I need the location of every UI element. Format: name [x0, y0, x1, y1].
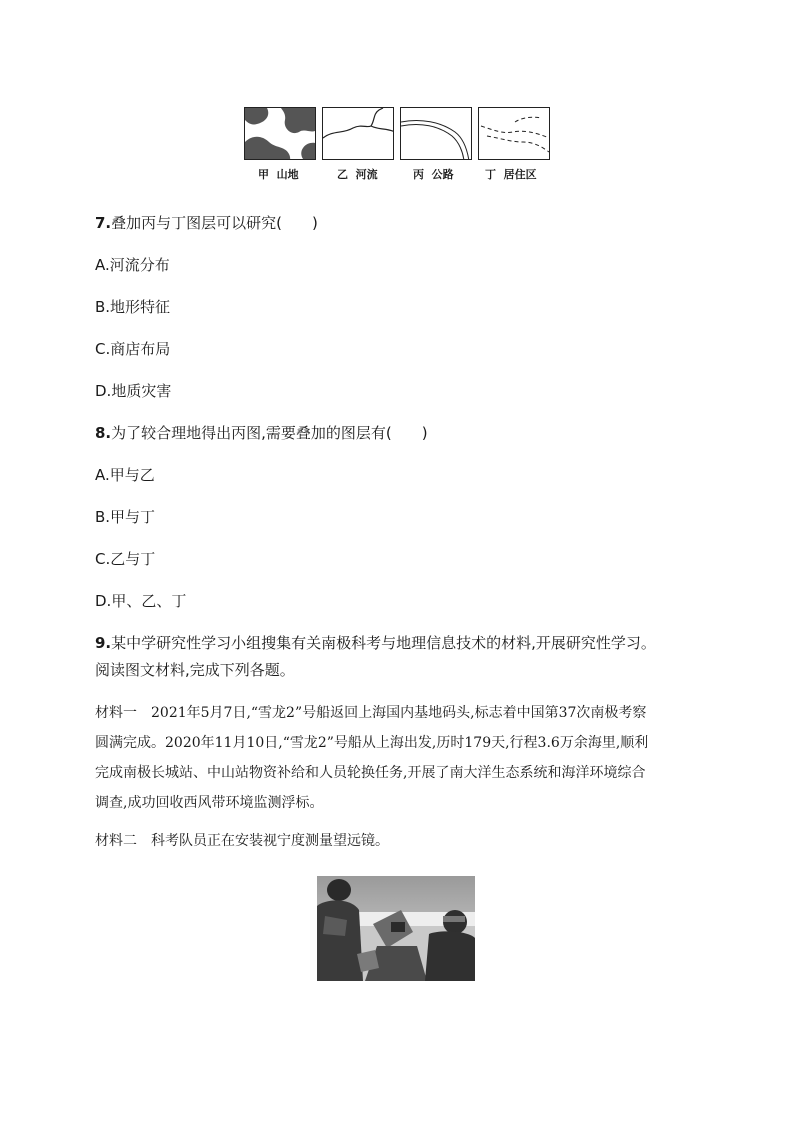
material-2-label: 材料二: [95, 833, 137, 849]
question-7-option-a: A.河流分布: [95, 256, 170, 274]
question-7: [95, 212, 318, 233]
road-layer-graphic: [401, 108, 472, 160]
material-1: [95, 698, 655, 818]
telescope-photo: [317, 876, 475, 981]
caption-jia: 甲 山地: [258, 168, 299, 181]
telescope-photo-graphic: [317, 876, 475, 981]
river-layer-graphic: [323, 108, 394, 160]
panel-ding-residential: [478, 107, 550, 160]
material-1-text: 2021年5月7日,“雪龙2”号船返回上海国内基地码头,标志着中国第37次南极考察圆满完成。2020年11月10日,“雪龙2”号船从上海出发,历时179天,行程3.6万余海里,顺利完成南极长城站、中山站物资补给和人员轮换任务,开展了南大洋生态系统和海洋环境综合调查,成功回收西风带环境监测浮标。: [95, 705, 649, 811]
panel-jia-mountains: [244, 107, 316, 160]
question-9-line-2: 阅读图文材料,完成下列各题。: [95, 661, 295, 679]
question-9-line-1: 某中学研究性学习小组搜集有关南极科考与地理信息技术的材料,开展研究性学习。: [111, 634, 656, 652]
question-8-option-b: B.甲与丁: [95, 508, 156, 526]
question-7-option-b: B.地形特征: [95, 298, 171, 316]
panel-yi-rivers: [322, 107, 394, 160]
question-7-option-c: C.商店布局: [95, 340, 171, 358]
question-8-number: 8.: [95, 424, 112, 442]
gis-layers-figure: [244, 107, 550, 183]
caption-ding: 丁 居住区: [485, 168, 537, 181]
question-7-number: 7.: [95, 214, 112, 232]
panel-bing-roads: [400, 107, 472, 160]
question-8-option-d: D.甲、乙、丁: [95, 592, 187, 610]
question-9: [95, 632, 656, 653]
material-2: [95, 826, 655, 856]
residential-layer-graphic: [479, 108, 550, 160]
question-8-stem: 为了较合理地得出丙图,需要叠加的图层有( ): [111, 424, 428, 442]
material-2-text: 科考队员正在安装视宁度测量望远镜。: [151, 833, 389, 849]
question-9-number: 9.: [95, 634, 112, 652]
question-7-stem: 叠加丙与丁图层可以研究( ): [111, 214, 318, 232]
mountain-layer-graphic: [245, 108, 316, 160]
question-8-option-a: A.甲与乙: [95, 466, 155, 484]
caption-bing: 丙 公路: [413, 168, 454, 181]
material-1-label: 材料一: [95, 705, 137, 721]
question-7-option-d: D.地质灾害: [95, 382, 172, 400]
question-8-option-c: C.乙与丁: [95, 550, 156, 568]
caption-yi: 乙 河流: [337, 168, 378, 181]
question-8: [95, 422, 428, 443]
